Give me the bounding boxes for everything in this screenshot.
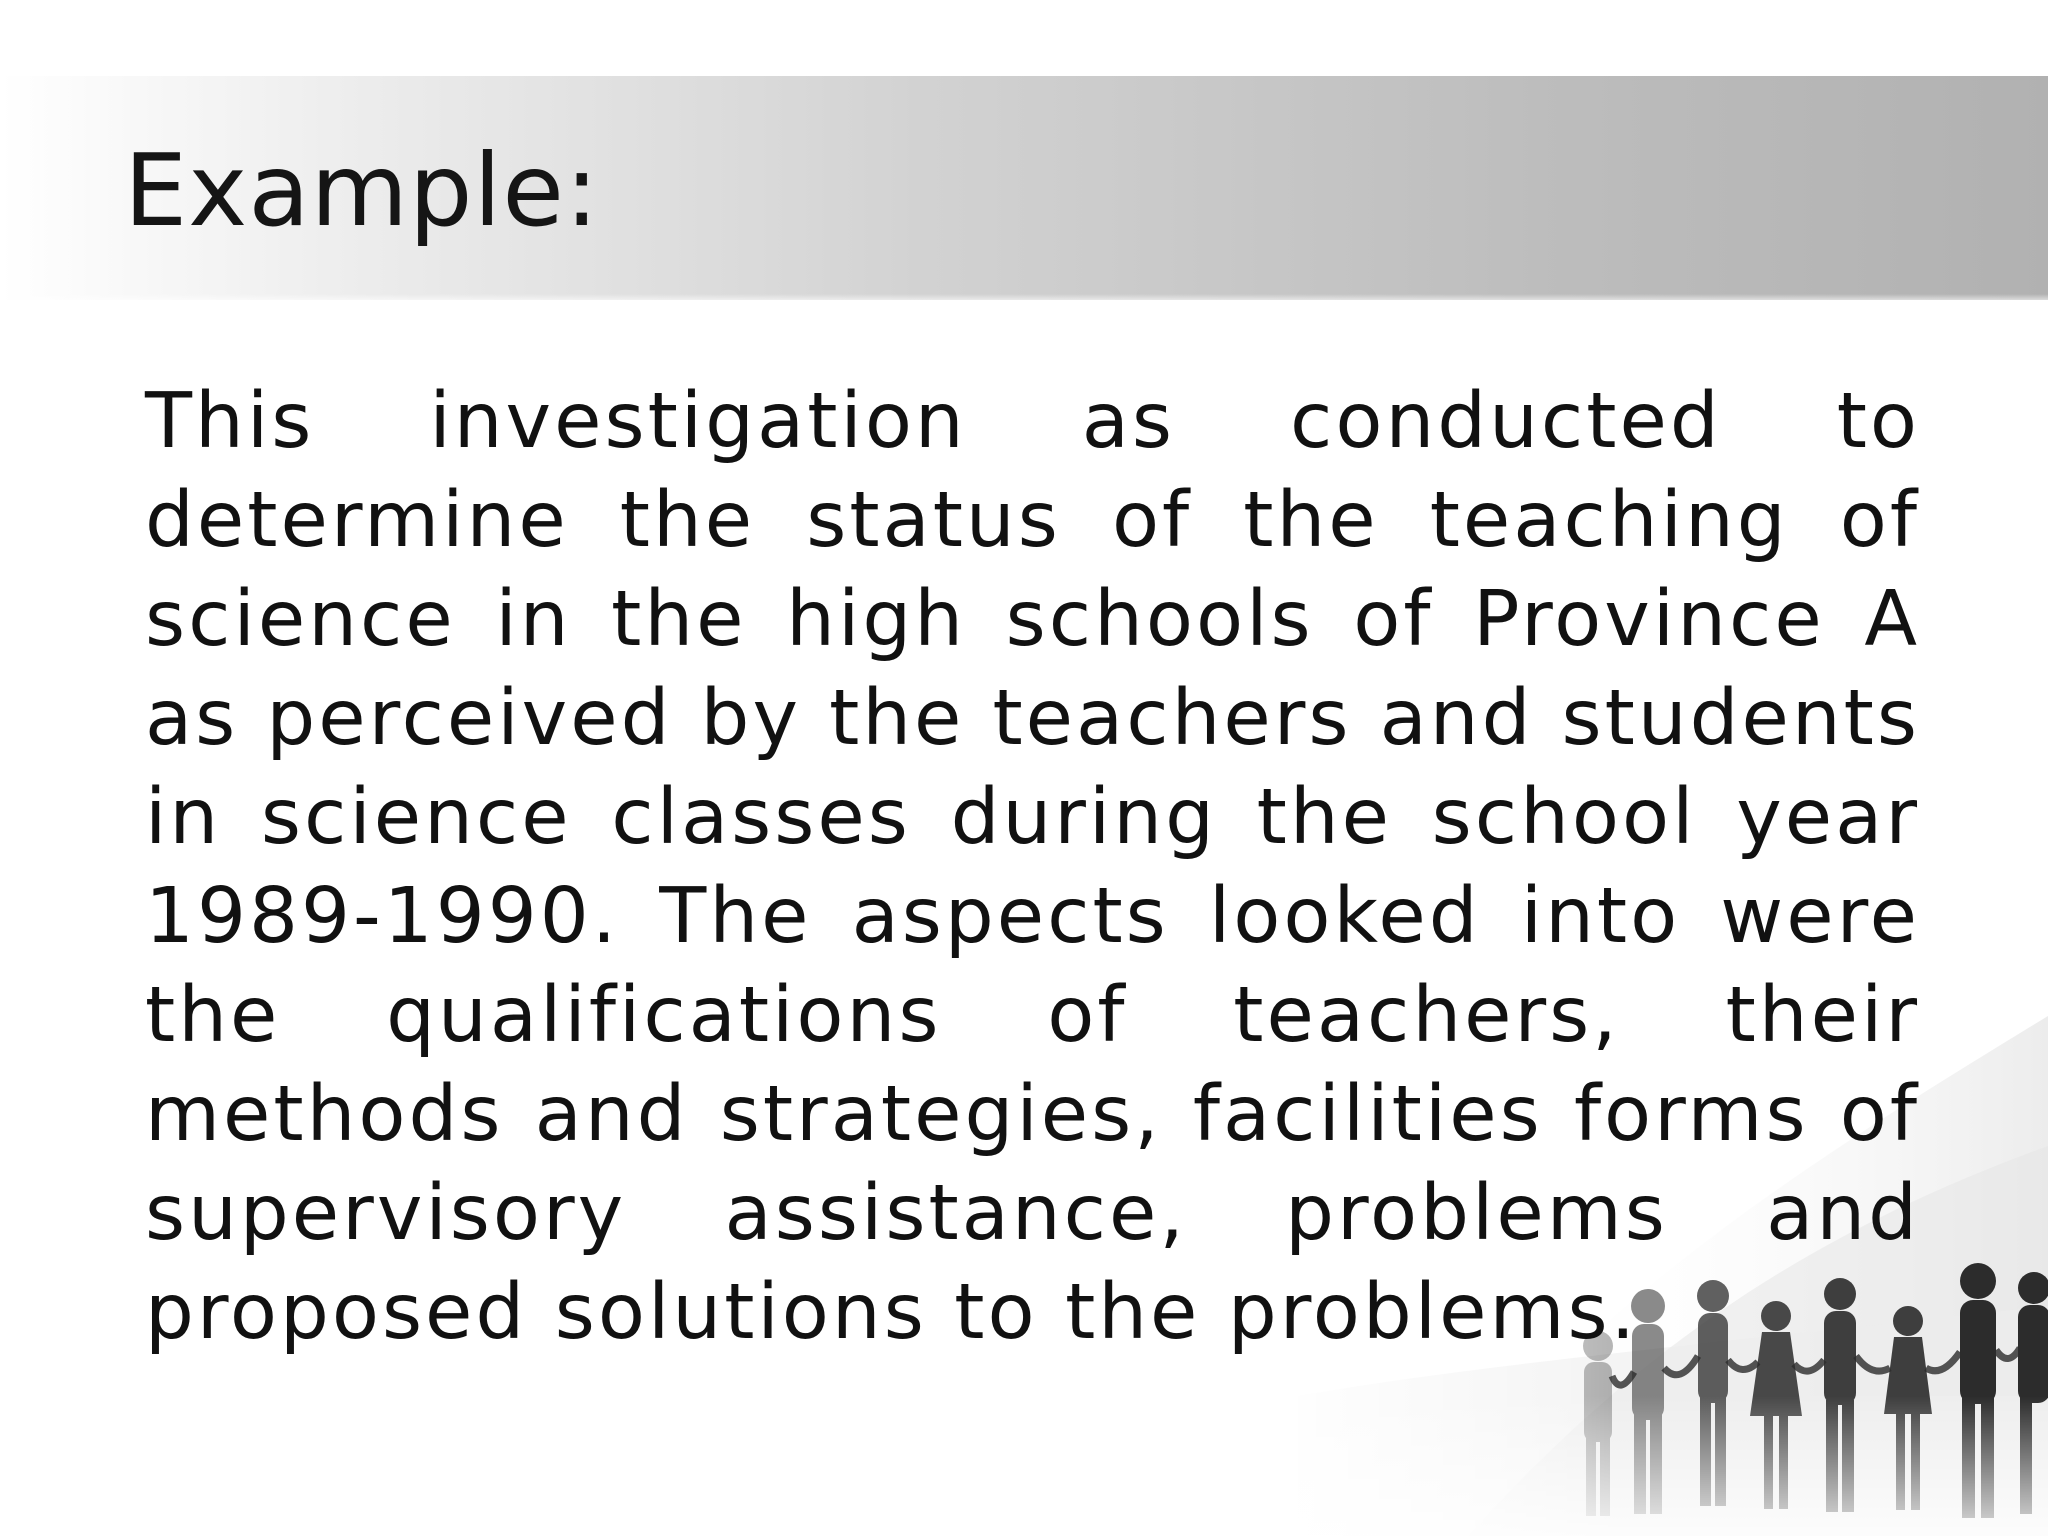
slide-title: Example: [124,132,600,249]
body-paragraph: This investigation as conducted to determine the status of the teaching of science in the high schools of Province A as perceived by the teachers and students in science classes during the school year 1989-1990. The aspects looked into were the qualifications of teachers, their methods and strategies, facilities forms of supervisory assistance, problems and proposed solutions to the problems. [145,377,1920,1357]
